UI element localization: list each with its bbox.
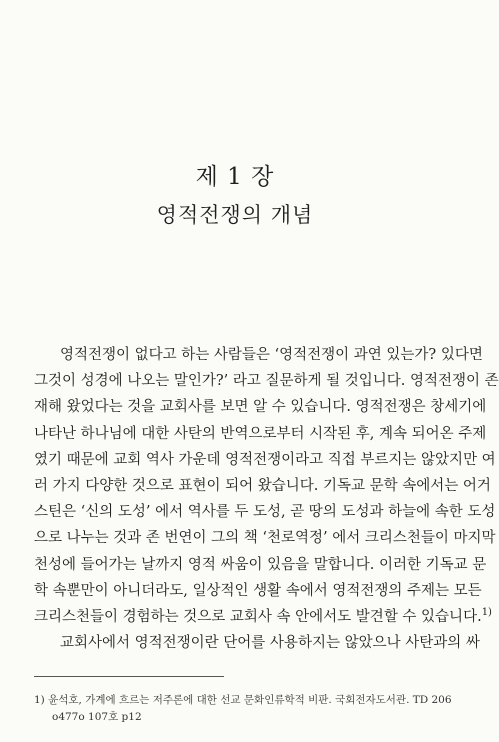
paragraph-line-with-footnote [34,604,492,630]
footnote-line: o477o 107호 p12 [52,711,142,723]
footnote-divider [34,676,224,677]
footnote-reference[interactable]: 1) [481,607,492,619]
paragraph-line: 그것이 성경에 나오는 말인가?’ 라고 질문하게 될 것입니다. 영적전쟁이 존 [34,373,499,390]
paragraph-line: 으로 나누는 것과 존 번연이 그의 책 ‘천로역정’ 에서 크리스천들이 마지막 [34,530,496,547]
footnote [34,692,452,726]
paragraph-line: 학 속뿐만이 아니더라도, 일상적인 생활 속에서 영적전쟁의 주제는 모든 [34,582,482,599]
paragraph-line: 영적전쟁이 없다고 하는 사람들은 ‘영적전쟁이 과연 있는가? 있다면 [60,347,483,363]
paragraph-line: 러 가지 다양한 것으로 표현이 되어 왔습니다. 기독교 문학 속에서는 어거 [34,477,491,494]
paragraph-line: 나타난 하나님에 대한 사탄의 반역으로부터 시작된 후, 계속 되어온 주제 [34,425,487,442]
paragraph-line: 였기 때문에 교회 역사 가운데 영적전쟁이라고 직접 부르지는 않았지만 여 [34,451,496,468]
paragraph-line: 스틴은 ‘신의 도성’ 에서 역사를 두 도성, 곧 땅의 도성과 하늘에 속한 도성 [34,504,496,521]
chapter-title: 영적전쟁의 개념 [156,203,314,227]
chapter-number: 제 1 장 [195,164,275,190]
paragraph-line: 크리스천들이 경험하는 것으로 교회사 속 안에서도 발견할 수 있습니다. [34,608,482,625]
paragraph-line: 교회사에서 영적전쟁이란 단어를 사용하지는 않았으나 사탄과의 싸 [60,635,480,652]
paragraph-line: 천성에 들어가는 날까지 영적 싸움이 있음을 말합니다. 이러한 기독교 문 [34,556,487,573]
paragraph-line: 재해 왔었다는 것을 교회사를 보면 알 수 있습니다. 영적전쟁은 창세기에 [34,399,487,416]
footnote-line: 1) 윤석호, 가계에 흐르는 저주론에 대한 선교 문화인류학적 비판. 국회전자도서관. TD 206 [34,694,452,706]
body-text [34,342,499,656]
